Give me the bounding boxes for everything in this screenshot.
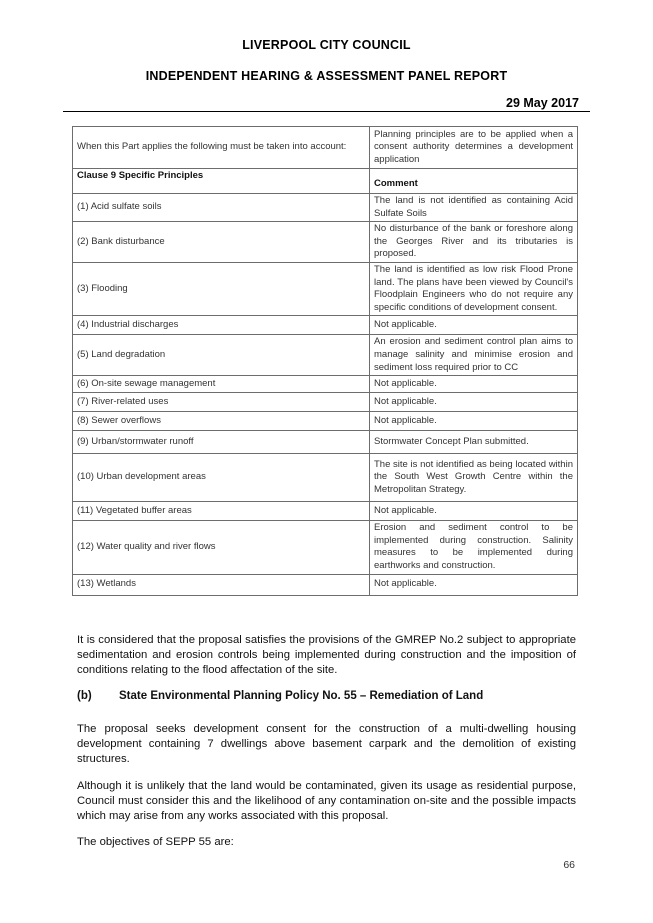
table-row xyxy=(73,574,578,595)
page-number: 66 xyxy=(563,859,575,871)
organisation-heading: LIVERPOOL CITY COUNCIL xyxy=(242,38,411,52)
principle-cell: (10) Urban development areas xyxy=(73,454,370,502)
column-header-principles: Clause 9 Specific Principles xyxy=(73,169,370,194)
table-row xyxy=(73,454,578,502)
principle-cell: (1) Acid sulfate soils xyxy=(73,194,370,222)
column-header-comment: Comment xyxy=(370,169,578,194)
principle-cell: (6) On-site sewage management xyxy=(73,376,370,393)
comment-cell: An erosion and sediment control plan aims to manage salinity and minimise erosion and sediment loss required prior to CC xyxy=(370,335,578,376)
comment-cell: Not applicable. xyxy=(370,393,578,412)
principle-cell: (4) Industrial discharges xyxy=(73,316,370,335)
table-row xyxy=(73,412,578,431)
section-number: (b) xyxy=(77,690,92,702)
comment-cell: Stormwater Concept Plan submitted. xyxy=(370,431,578,454)
table-row xyxy=(73,335,578,376)
table-row xyxy=(73,393,578,412)
comment-cell: No disturbance of the bank or foreshore along the Georges River and its tributaries is proposed. xyxy=(370,222,578,263)
comment-cell: The site is not identified as being located within the South West Growth Centre within the Metropolitan Strategy. xyxy=(370,454,578,502)
comment-cell: Not applicable. xyxy=(370,316,578,335)
principle-cell: (9) Urban/stormwater runoff xyxy=(73,431,370,454)
section-heading-sepp55 xyxy=(77,690,483,702)
proposal-paragraph: The proposal seeks development consent for the construction of a multi-dwelling housing development containing 7 dwellings above basement carpark and the demolition of existing structures. xyxy=(77,723,576,765)
principle-cell: (7) River-related uses xyxy=(73,393,370,412)
principle-cell: (3) Flooding xyxy=(73,262,370,315)
section-title: State Environmental Planning Policy No. 55 – Remediation of Land xyxy=(119,690,484,702)
table-row xyxy=(73,502,578,521)
table-row xyxy=(73,222,578,263)
contamination-paragraph: Although it is unlikely that the land would be contaminated, given its usage as residential purpose, Council must consider this and the likelihood of any contamination on-site and the possible impacts which may arise from any works associated with this proposal. xyxy=(77,780,576,822)
table-row xyxy=(73,521,578,574)
comment-cell: Not applicable. xyxy=(370,376,578,393)
principles-table xyxy=(72,126,578,596)
gmrep-conclusion-paragraph: It is considered that the proposal satisfies the provisions of the GMREP No.2 subject to appropriate sedimentation and erosion controls being implemented during construction and the imposition of conditions relating to the flood affectation of the site. xyxy=(77,634,576,676)
report-heading: INDEPENDENT HEARING & ASSESSMENT PANEL REPORT xyxy=(145,69,508,83)
table-intro-row xyxy=(73,127,578,169)
report-date: 29 May 2017 xyxy=(506,96,579,110)
principle-cell: (5) Land degradation xyxy=(73,335,370,376)
principle-cell: (2) Bank disturbance xyxy=(73,222,370,263)
comment-cell: The land is not identified as containing Acid Sulfate Soils xyxy=(370,194,578,222)
intro-right-cell: Planning principles are to be applied when a consent authority determines a development application xyxy=(370,127,578,169)
table-row xyxy=(73,262,578,315)
comment-cell: Not applicable. xyxy=(370,412,578,431)
principle-cell: (11) Vegetated buffer areas xyxy=(73,502,370,521)
table-row xyxy=(73,376,578,393)
principle-cell: (8) Sewer overflows xyxy=(73,412,370,431)
table-row xyxy=(73,194,578,222)
principle-cell: (12) Water quality and river flows xyxy=(73,521,370,574)
table-row xyxy=(73,431,578,454)
comment-cell: Not applicable. xyxy=(370,574,578,595)
table-header-row xyxy=(73,169,578,194)
objectives-paragraph: The objectives of SEPP 55 are: xyxy=(77,836,234,848)
principle-cell: (13) Wetlands xyxy=(73,574,370,595)
comment-cell: Not applicable. xyxy=(370,502,578,521)
table-row xyxy=(73,316,578,335)
comment-cell: Erosion and sediment control to be implemented during construction. Salinity measures to be implemented during earthworks and construction. xyxy=(370,521,578,574)
header-rule xyxy=(63,111,590,112)
comment-cell: The land is identified as low risk Flood Prone land. The plans have been viewed by Council's Floodplain Engineers who do not require any specific conditions of development consent. xyxy=(370,262,578,315)
intro-left-cell: When this Part applies the following must be taken into account: xyxy=(73,127,370,169)
